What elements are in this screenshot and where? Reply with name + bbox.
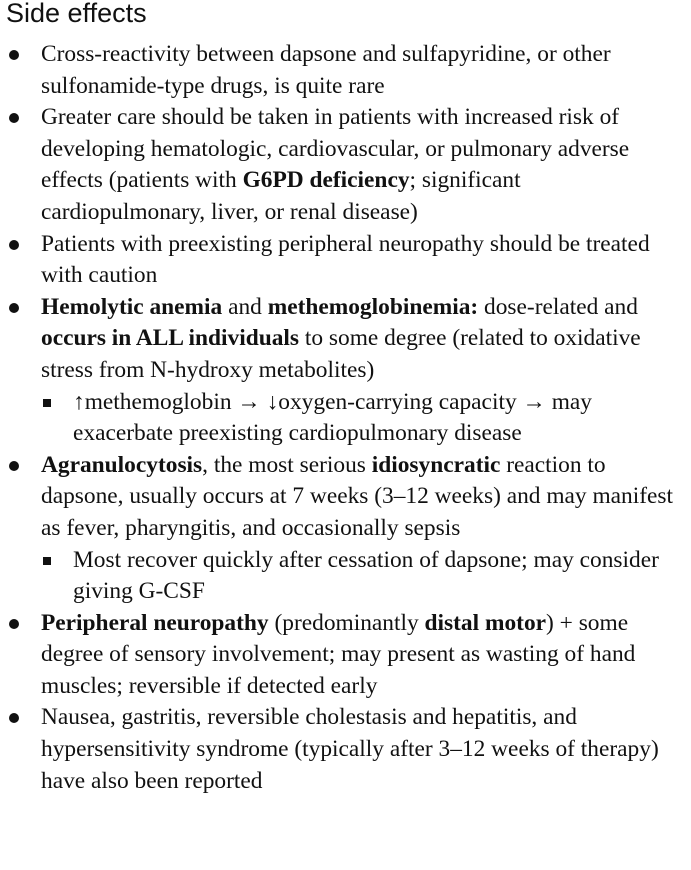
list-item xyxy=(0,702,691,797)
text-run: and xyxy=(222,293,268,320)
text-run: Patients with preexisting peripheral neuropathy should be treated with caution xyxy=(41,230,650,289)
list-item xyxy=(0,39,691,102)
list-item xyxy=(0,608,691,703)
list-item-text xyxy=(41,452,673,541)
text-run: to some degree (related to oxidative stress from N-hydroxy metabolites) xyxy=(41,325,641,383)
bold-term: distal motor xyxy=(424,609,547,636)
list-item-text xyxy=(41,104,629,225)
bold-term: G6PD deficiency xyxy=(242,167,410,194)
text-run: (predominantly xyxy=(268,609,425,636)
text-run: reaction to dapsone, usually occurs at 7 weeks (3–12 weeks) and may manifest as fever, pharyngitis, and occasionally sepsis xyxy=(41,451,674,541)
text-run: , the most serious xyxy=(202,451,372,478)
sub-list-item xyxy=(41,545,687,608)
bullet-icon xyxy=(9,240,19,250)
list-item xyxy=(0,292,691,450)
bold-term: occurs in ALL individuals xyxy=(41,325,300,352)
list-item-text xyxy=(41,41,611,99)
list-item-text xyxy=(41,704,659,793)
text-run: ; significant cardiopulmonary, liver, or renal disease) xyxy=(41,167,521,225)
list-item-text xyxy=(41,610,635,699)
text-run: ) + some degree of sensory involvement; may present as wasting of hand muscles; reversible if detected early xyxy=(41,609,636,699)
bullet-icon xyxy=(9,713,19,723)
list-item xyxy=(0,450,691,608)
text-run: Greater care should be taken in patients with increased risk of developing hematologic, cardiovascular, or pulmonary adverse effects (patients with xyxy=(41,104,630,194)
bold-term: idiosyncratic xyxy=(371,451,501,478)
square-bullet-icon xyxy=(43,399,51,407)
section-title: Side effects xyxy=(6,0,147,28)
bullet-icon xyxy=(9,619,19,629)
sub-list-item-text: ↑methemoglobin → ↓oxygen-carrying capacity → may exacerbate preexisting cardiopulmonary disease xyxy=(73,388,592,447)
sub-list xyxy=(41,387,687,450)
list-item xyxy=(0,229,691,292)
sub-list xyxy=(41,545,687,608)
bullet-icon xyxy=(9,303,19,313)
bold-term: methemoglobinemia: xyxy=(267,293,479,320)
bullet-icon xyxy=(9,113,19,123)
list-item-text xyxy=(41,294,641,383)
text-run: Nausea, gastritis, reversible cholestasis and hepatitis, and hypersensitivity syndrome (typically after 3–12 weeks of therapy) have also been reported xyxy=(41,704,659,794)
text-run: dose-related and xyxy=(478,293,638,320)
bold-term: Hemolytic anemia xyxy=(41,293,223,320)
bullet-icon xyxy=(9,50,19,60)
sub-list-item-text: Most recover quickly after cessation of dapsone; may consider giving G-CSF xyxy=(73,546,659,605)
list-item xyxy=(0,102,691,228)
bold-term: Agranulocytosis xyxy=(41,451,203,478)
text-run: Cross-reactivity between dapsone and sulfapyridine, or other sulfonamide-type drugs, is quite rare xyxy=(41,41,611,99)
bullet-icon xyxy=(9,461,19,471)
sub-list-item xyxy=(41,387,687,450)
side-effects-list xyxy=(0,39,691,797)
list-item-text xyxy=(41,231,650,289)
square-bullet-icon xyxy=(43,557,51,565)
bold-term: Peripheral neuropathy xyxy=(41,609,269,636)
